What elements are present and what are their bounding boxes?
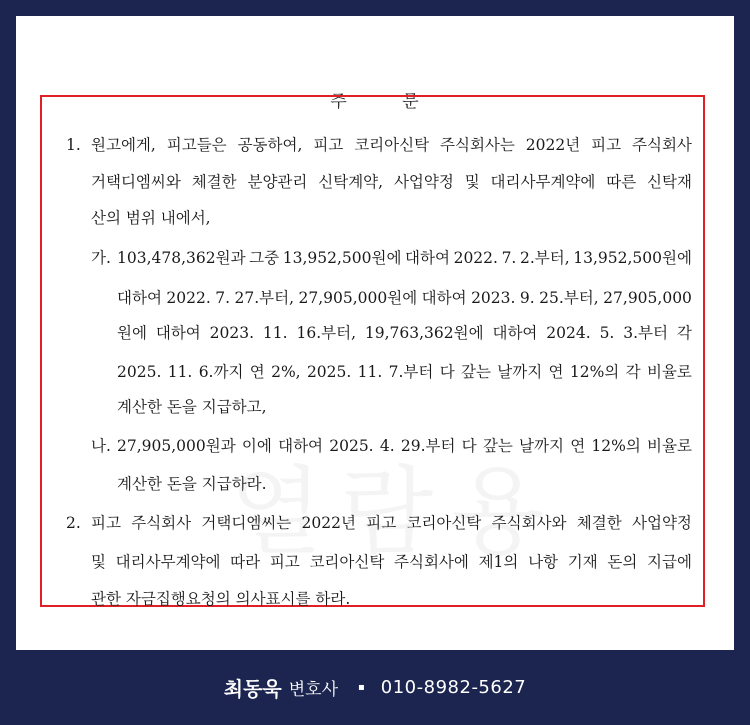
clause-number: 가. [91,249,111,267]
text-line: 원고에게, 피고들은 공동하여, 피고 코리아신탁 주식회사는 2022년 피고 주식회사 [91,136,692,154]
contact-footer [0,650,750,725]
text-line: 피고 주식회사 거택디엠씨는 2022년 피고 코리아신탁 주식회사와 체결한 사업약정 [91,514,692,532]
clause-number: 나. [91,437,111,455]
text-line: 및 대리사무계약에 따라 피고 코리아신탁 주식회사에 제1의 나항 기재 돈의 지급에 [91,553,692,571]
document-page [16,16,734,650]
clause-number: 1. [66,136,81,154]
text-line: 산의 범위 내에서, [91,209,211,227]
lawyer-title: 변호사 [288,680,338,700]
document-heading: 주 문 [330,92,420,112]
phone-number: 010-8982-5627 [380,677,527,698]
text-line: 계산한 돈을 지급하라. [117,475,267,493]
text-line: 원에 대하여 2023. 11. 16.부터, 19,763,362원에 대하여 2024. 5. 3.부터 각 [117,324,692,342]
text-line: 대하여 2022. 7. 27.부터, 27,905,000원에 대하여 2023. 9. 25.부터, 27,905,000 [117,289,692,307]
separator-bullet: ▪ [358,682,365,693]
text-line: 2025. 11. 6.까지 연 2%, 2025. 11. 7.부터 다 갚는 날까지 연 12%의 각 비율로 [117,363,692,381]
clause-number: 2. [66,514,81,532]
text-line: 관한 자금집행요청의 의사표시를 하라. [91,590,351,608]
text-line: 거택디엠씨와 체결한 분양관리 신탁계약, 사업약정 및 대리사무계약에 따른 신탁재 [91,173,692,191]
text-line: 계산한 돈을 지급하고, [117,398,267,416]
lawyer-name: 최동욱 [223,677,282,701]
text-line: 103,478,362원과 그중 13,952,500원에 대하여 2022. 7. 2.부터, 13,952,500원에 [117,249,692,267]
text-line: 27,905,000원과 이에 대하여 2025. 4. 29.부터 다 갚는 날까지 연 12%의 비율로 [117,437,692,455]
